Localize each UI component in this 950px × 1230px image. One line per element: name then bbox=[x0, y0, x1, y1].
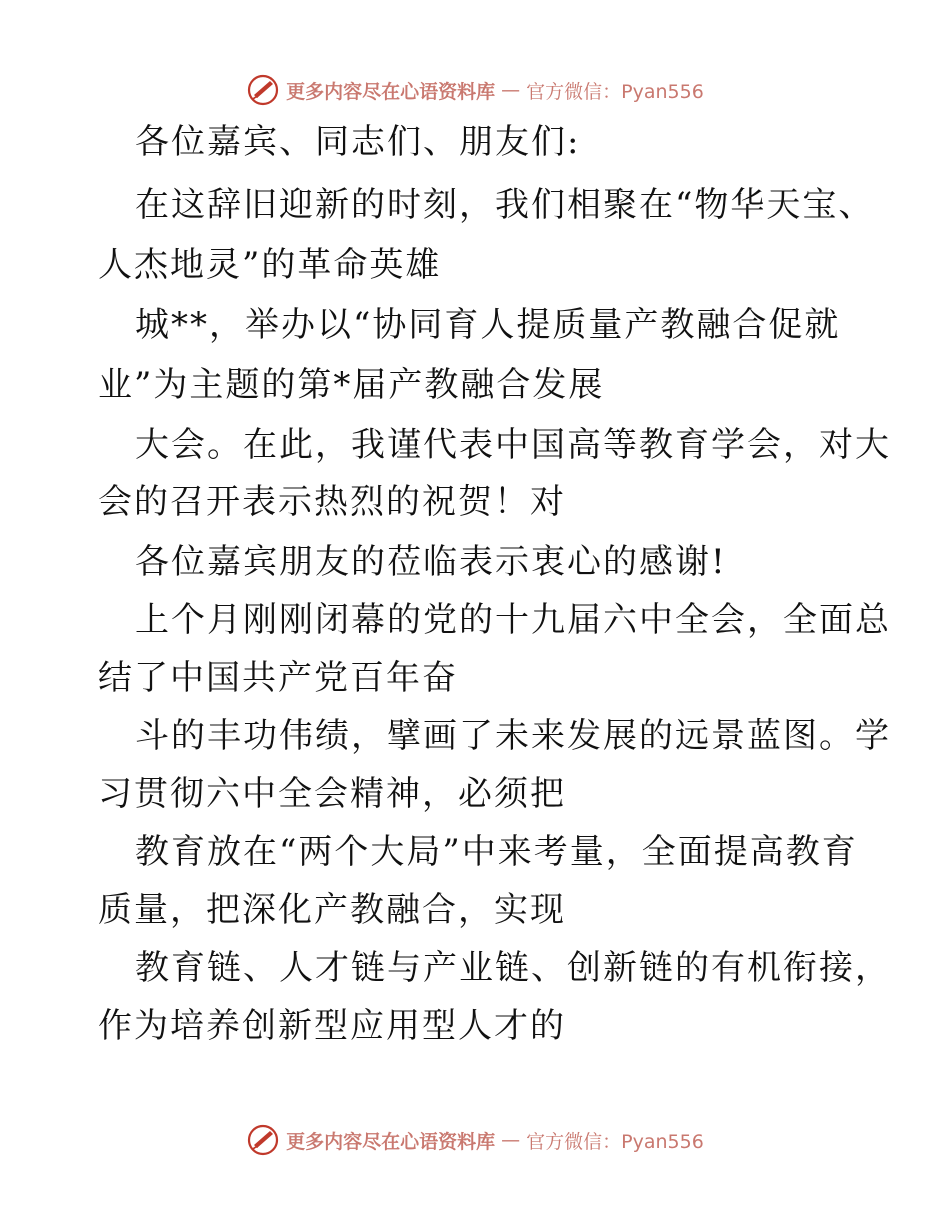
header-watermark bbox=[0, 70, 950, 110]
text-line: 业”为主题的第*届产教融合发展 bbox=[98, 365, 605, 405]
text-line: 上个月刚刚闭幕的党的十九届六中全会，全面总 bbox=[135, 600, 891, 640]
text-line: 习贯彻六中全会精神，必须把 bbox=[98, 774, 566, 814]
text-line: 结了中国共产党百年奋 bbox=[98, 658, 458, 698]
text-line: 教育放在“两个大局”中来考量，全面提高教育 bbox=[135, 832, 858, 872]
text-line: 教育链、人才链与产业链、创新链的有机衔接， bbox=[135, 948, 891, 988]
text-line: 各位嘉宾朋友的莅临表示衷心的感谢! bbox=[135, 542, 727, 582]
watermark-separator: — bbox=[501, 79, 521, 101]
text-line: 质量，把深化产教融合，实现 bbox=[98, 890, 566, 930]
text-line: 会的召开表示热烈的祝贺！对 bbox=[98, 482, 566, 522]
watermark-brand: 更多内容尽在心语资料库 bbox=[286, 80, 496, 103]
pen-logo-icon bbox=[246, 1123, 280, 1157]
text-line: 人杰地灵”的革命英雄 bbox=[98, 245, 442, 285]
text-line: 城**，举办以“协同育人提质量产教融合促就 bbox=[135, 305, 841, 345]
text-line: 大会。在此，我谨代表中国高等教育学会，对大 bbox=[135, 425, 891, 465]
watermark-wechat: 官方微信：Pyan556 bbox=[526, 80, 704, 103]
footer-watermark bbox=[0, 1120, 950, 1160]
watermark-wechat: 官方微信：Pyan556 bbox=[526, 1130, 704, 1153]
pen-logo-icon bbox=[246, 73, 280, 107]
text-line: 斗的丰功伟绩，擘画了未来发展的远景蓝图。学 bbox=[135, 716, 891, 756]
text-line: 各位嘉宾、同志们、朋友们: bbox=[135, 122, 581, 162]
watermark-brand: 更多内容尽在心语资料库 bbox=[286, 1130, 496, 1153]
text-line: 在这辞旧迎新的时刻，我们相聚在“物华天宝、 bbox=[135, 185, 875, 225]
watermark-separator: — bbox=[501, 1129, 521, 1151]
text-line: 作为培养创新型应用型人才的 bbox=[98, 1006, 566, 1046]
